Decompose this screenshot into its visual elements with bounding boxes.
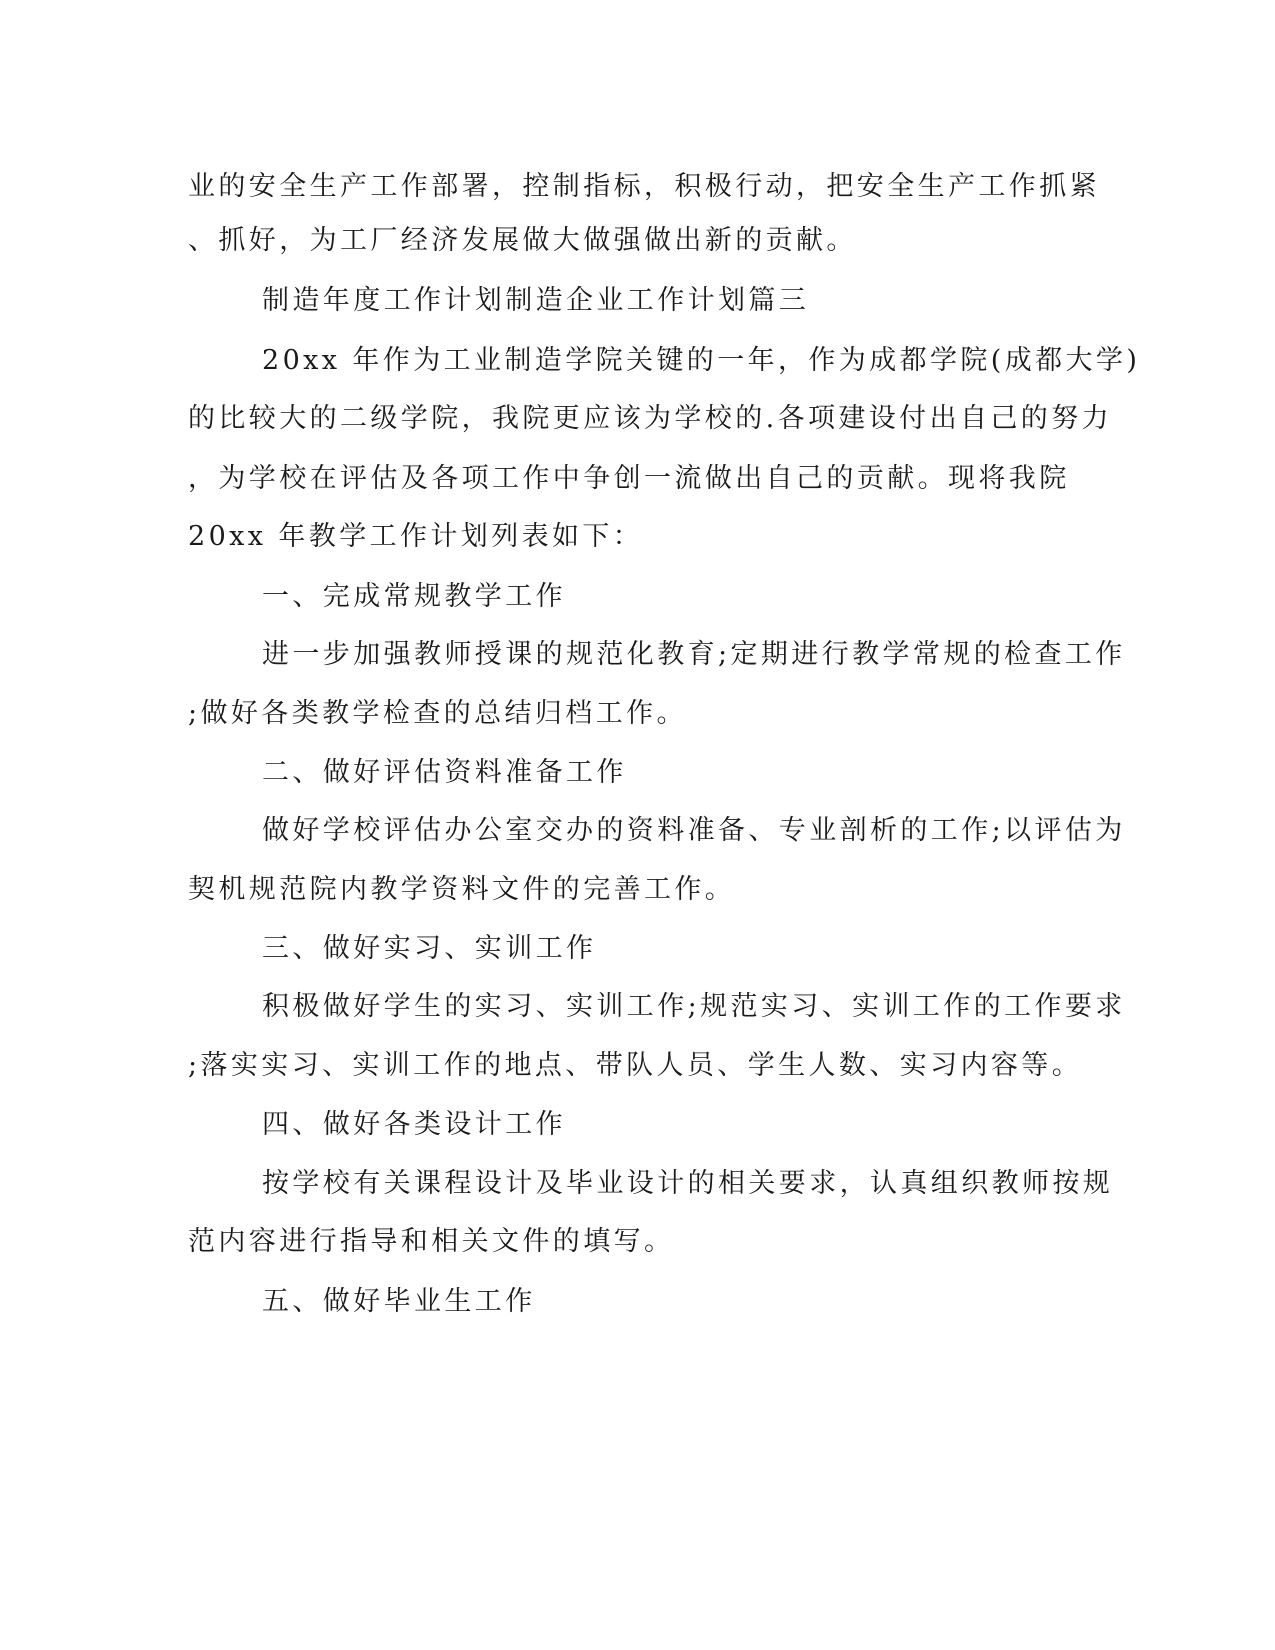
item-heading: 二、做好评估资料准备工作	[262, 757, 627, 788]
text-line: ;做好各类教学检查的总结归档工作。	[188, 698, 687, 729]
text-line: 业的安全生产工作部署，控制指标，积极行动，把安全生产工作抓紧	[188, 171, 1100, 202]
paragraph-first-line: 进一步加强教师授课的规范化教育;定期进行教学常规的检查工作	[262, 639, 1126, 670]
text-line: ;落实实习、实训工作的地点、带队人员、学生人数、实习内容等。	[188, 1050, 1083, 1081]
item-heading: 三、做好实习、实训工作	[262, 933, 597, 964]
text-line: 的比较大的二级学院，我院更应该为学校的.各项建设付出自己的努力	[188, 403, 1112, 434]
section-title: 制造年度工作计划制造企业工作计划篇三	[262, 285, 810, 316]
item-heading: 五、做好毕业生工作	[262, 1286, 536, 1317]
text-line: 20xx 年教学工作计划列表如下：	[188, 521, 644, 552]
paragraph-first-line: 按学校有关课程设计及毕业设计的相关要求，认真组织教师按规	[262, 1168, 1114, 1199]
text-line: 范内容进行指导和相关文件的填写。	[188, 1226, 675, 1257]
paragraph-first-line: 积极做好学生的实习、实训工作;规范实习、实训工作的工作要求	[262, 991, 1126, 1022]
text-line: ，为学校在评估及各项工作中争创一流做出自己的贡献。现将我院	[188, 463, 1070, 494]
text-line: 、抓好，为工厂经济发展做大做强做出新的贡献。	[188, 225, 857, 256]
paragraph-first-line: 做好学校评估办公室交办的资料准备、专业剖析的工作;以评估为	[262, 815, 1126, 846]
item-heading: 四、做好各类设计工作	[262, 1109, 566, 1140]
paragraph-first-line: 20xx 年作为工业制造学院关键的一年，作为成都学院(成都大学)	[262, 345, 1141, 376]
item-heading: 一、完成常规教学工作	[262, 581, 566, 612]
text-line: 契机规范院内教学资料文件的完善工作。	[188, 874, 736, 905]
